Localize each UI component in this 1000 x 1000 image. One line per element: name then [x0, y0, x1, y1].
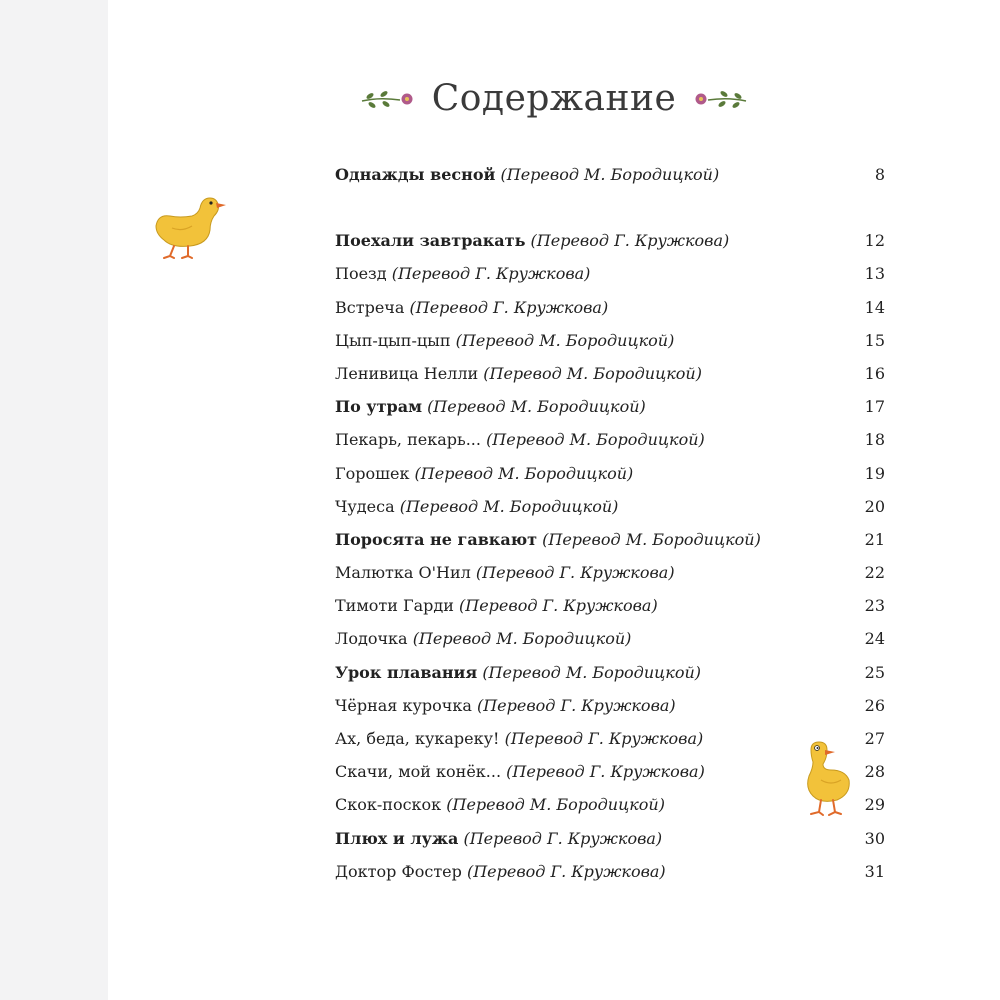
toc-page-number: 30	[864, 828, 885, 848]
toc-translator: (Перевод М. Бородицкой)	[483, 363, 702, 383]
toc-title: Урок плавания	[335, 662, 478, 682]
toc-translator: (Перевод Г. Кружкова)	[409, 297, 609, 317]
toc-page-number: 15	[864, 330, 885, 350]
toc-translator: (Перевод Г. Кружкова)	[459, 596, 658, 616]
toc-page-number: 17	[864, 397, 885, 417]
toc-row	[335, 423, 885, 456]
toc-page-number: 18	[864, 430, 885, 450]
toc-page-number: 22	[864, 563, 885, 583]
toc-row	[335, 589, 885, 622]
toc-title: Поезд	[335, 264, 387, 284]
toc-page-number: 27	[864, 729, 885, 748]
toc-translator: (Перевод М. Бородицкой)	[486, 430, 705, 450]
toc-translator: (Перевод М. Бородицкой)	[446, 795, 665, 815]
toc-page-number: 20	[864, 496, 885, 516]
toc-translator: (Перевод Г. Кружкова)	[463, 828, 663, 848]
toc-title: Малютка О'Нил	[335, 563, 471, 583]
toc-translator: (Перевод Г. Кружкова)	[530, 231, 730, 251]
toc-page-number: 8	[874, 165, 885, 184]
contents-page	[108, 0, 1000, 1000]
toc-row	[335, 257, 885, 290]
toc-translator: (Перевод Г. Кружкова)	[506, 762, 705, 782]
toc-title: По утрам	[335, 397, 422, 417]
toc-title: Ленивица Нелли	[335, 363, 479, 383]
toc-title: Лодочка	[335, 629, 408, 649]
toc-translator: (Перевод Г. Кружкова)	[504, 729, 704, 748]
toc-title: Тимоти Гарди	[335, 596, 454, 616]
toc-row	[335, 855, 885, 888]
toc-title: Доктор Фостер	[335, 861, 462, 881]
toc-row	[335, 689, 885, 722]
toc-page-number: 12	[864, 231, 885, 251]
toc-title: Поехали завтракать	[335, 231, 526, 251]
toc-translator: (Перевод Г. Кружкова)	[466, 861, 666, 881]
toc-page-number: 13	[864, 264, 885, 284]
toc-row	[335, 622, 885, 655]
toc-row	[335, 357, 885, 390]
toc-title: Цып-цып-цып	[335, 330, 451, 350]
flower-vine-icon	[690, 85, 748, 113]
flower-vine-icon	[360, 85, 418, 113]
toc-row	[335, 490, 885, 523]
toc-page-number: 25	[864, 662, 885, 682]
toc-row	[335, 822, 885, 855]
toc-row	[335, 556, 885, 589]
toc-row	[335, 324, 885, 357]
book-spine-shadow	[0, 0, 108, 1000]
toc-page-number: 26	[864, 695, 885, 715]
toc-title: Скачи, мой конёк...	[335, 762, 502, 782]
toc-page-number: 28	[864, 762, 885, 782]
toc-title: Горошек	[335, 463, 410, 483]
toc-row	[335, 656, 885, 689]
toc-translator: (Перевод Г. Кружкова)	[476, 695, 676, 715]
toc-title: Однажды весной	[335, 165, 496, 184]
toc-page-number: 23	[864, 596, 885, 616]
toc-translator: (Перевод М. Бородицкой)	[542, 529, 761, 549]
toc-translator: (Перевод М. Бородицкой)	[414, 463, 634, 483]
toc-page-number: 21	[864, 529, 885, 549]
toc-row	[335, 390, 885, 423]
toc-title: Чудеса	[335, 496, 395, 516]
toc-title: Встреча	[335, 297, 405, 317]
toc-page-number: 31	[864, 861, 885, 881]
duckling-icon	[150, 192, 228, 262]
toc-row	[335, 158, 885, 191]
toc-title: Плюх и лужа	[335, 828, 459, 848]
toc-title: Чёрная курочка	[335, 695, 472, 715]
toc-title: Поросята не гавкают	[335, 529, 538, 549]
toc-translator: (Перевод М. Бородицкой)	[399, 496, 619, 516]
toc-row	[335, 224, 885, 257]
toc-translator: (Перевод М. Бородицкой)	[500, 165, 720, 184]
page-title: Содержание	[431, 78, 677, 119]
toc-translator: (Перевод М. Бородицкой)	[427, 397, 646, 417]
toc-translator: (Перевод М. Бородицкой)	[412, 629, 632, 649]
duckling-icon	[797, 740, 853, 820]
toc-translator: (Перевод Г. Кружкова)	[391, 264, 591, 284]
toc-page-number: 16	[864, 363, 885, 383]
toc-row	[335, 457, 885, 490]
toc-translator: (Перевод М. Бородицкой)	[482, 662, 702, 682]
toc-page-number: 29	[864, 795, 885, 815]
toc-title: Ах, беда, кукареку!	[335, 729, 500, 748]
toc-page-number: 24	[864, 629, 885, 649]
toc-row	[335, 523, 885, 556]
toc-title: Пекарь, пекарь...	[335, 430, 481, 450]
toc-title: Скок-поскок	[335, 795, 442, 815]
toc-translator: (Перевод М. Бородицкой)	[455, 330, 675, 350]
title-row	[108, 78, 1000, 119]
toc-page-number: 19	[864, 463, 885, 483]
toc-row	[335, 291, 885, 324]
toc-translator: (Перевод Г. Кружкова)	[475, 563, 675, 583]
toc-page-number: 14	[864, 297, 885, 317]
